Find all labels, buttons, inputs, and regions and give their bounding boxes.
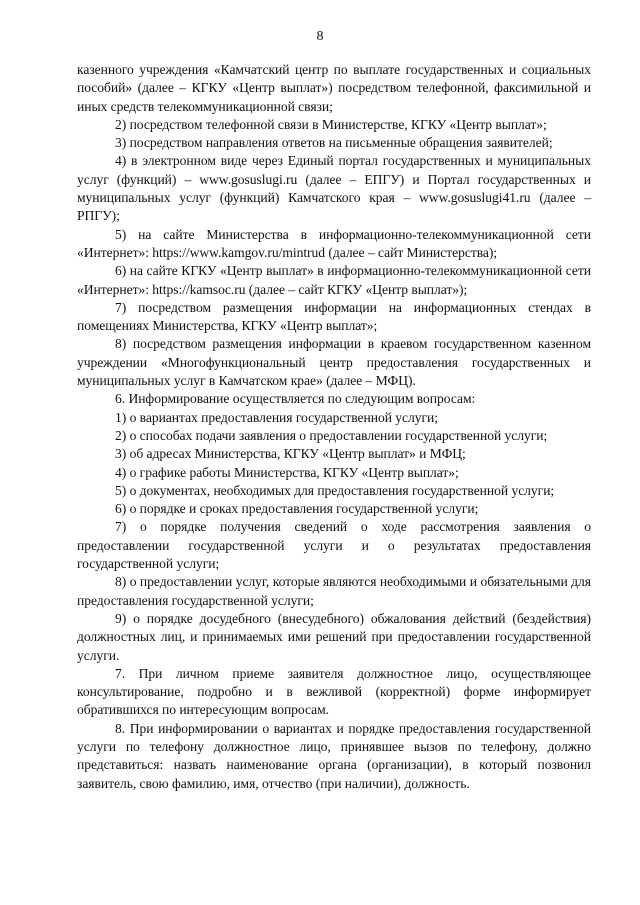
paragraph-item: 8) о предоставлении услуг, которые являются необходимыми и обязательными для предоставления государственной услуги;	[77, 574, 591, 608]
paragraph-item: 3) об адресах Министерства, КГКУ «Центр выплат» и МФЦ;	[115, 446, 466, 462]
paragraph-item: 3) посредством направления ответов на письменные обращения заявителей;	[115, 135, 553, 151]
page-number: 8	[316, 29, 324, 44]
paragraph-item: 1) о вариантах предоставления государственной услуги;	[115, 409, 438, 425]
paragraph-item: 7) посредством размещения информации на информационных стендах в помещениях Министерства, КГКУ «Центр выплат»;	[77, 299, 591, 334]
paragraph-section: 8. При информировании о вариантах и порядке предоставления государственной услуги по телефону должностное лицо, принявшее вызов по телефону, должно представиться: назвать наименование органа (организации), в который позвонил заявитель, свою фамилию, имя, отчество (при наличии), должность.	[77, 720, 591, 791]
paragraph-item: 2) посредством телефонной связи в Министерстве, КГКУ «Центр выплат»;	[115, 116, 547, 132]
paragraph-item: 6) о порядке и сроках предоставления государственной услуги;	[115, 501, 479, 517]
paragraph-section: 6. Информирование осуществляется по следующим вопросам:	[115, 391, 476, 407]
paragraph-item: 5) о документах, необходимых для предоставления государственной услуги;	[115, 482, 555, 498]
paragraph-item: 5) на сайте Министерства в информационно-телекоммуникационной сети «Интернет»: https://www.kamgov.ru/mintrud (далее – сайт Министерства);	[77, 226, 591, 260]
paragraph-item: 2) о способах подачи заявления о предоставлении государственной услуги;	[115, 427, 548, 443]
paragraph-item: 7) о порядке получения сведений о ходе рассмотрения заявления о предоставлении государственной услуги и о результатах предоставления государственной услуги;	[77, 519, 591, 572]
paragraph-item: 9) о порядке досудебного (внесудебного) обжалования действий (бездействия) должностных лиц, и принимаемых ими решений при предоставлении государственной услуги.	[77, 610, 591, 663]
paragraph-item: 4) о графике работы Министерства, КГКУ «Центр выплат»;	[115, 464, 459, 480]
paragraph-item: 4) в электронном виде через Единый портал государственных и муниципальных услуг (функций) – www.gosuslugi.ru (далее – ЕПГУ) и Портал государственных и муниципальных услуг (функций) Камчатского края – www.gosuslugi41.ru (далее – РПГУ);	[77, 153, 591, 224]
paragraph-item: 6) на сайте КГКУ «Центр выплат» в информационно-телекоммуникационной сети «Интернет»: https://kamsoc.ru (далее – сайт КГКУ «Центр выплат»);	[77, 263, 591, 297]
paragraph-item: 8) посредством размещения информации в краевом государственном казенном учреждении «Многофункциональный центр предоставления государственных и муниципальных услуг в Камчатском крае» (далее – МФЦ).	[77, 336, 591, 389]
paragraph-continuation: казенного учреждения «Камчатский центр по выплате государственных и социальных пособий» (далее – КГКУ «Центр выплат») посредством телефонной, факсимильной и иных средств телекоммуникационной связи;	[77, 62, 591, 114]
document-body	[77, 61, 591, 793]
paragraph-section: 7. При личном приеме заявителя должностное лицо, осуществляющее консультирование, подробно и в вежливой (корректной) форме информирует обратившихся по интересующим вопросам.	[77, 665, 591, 718]
